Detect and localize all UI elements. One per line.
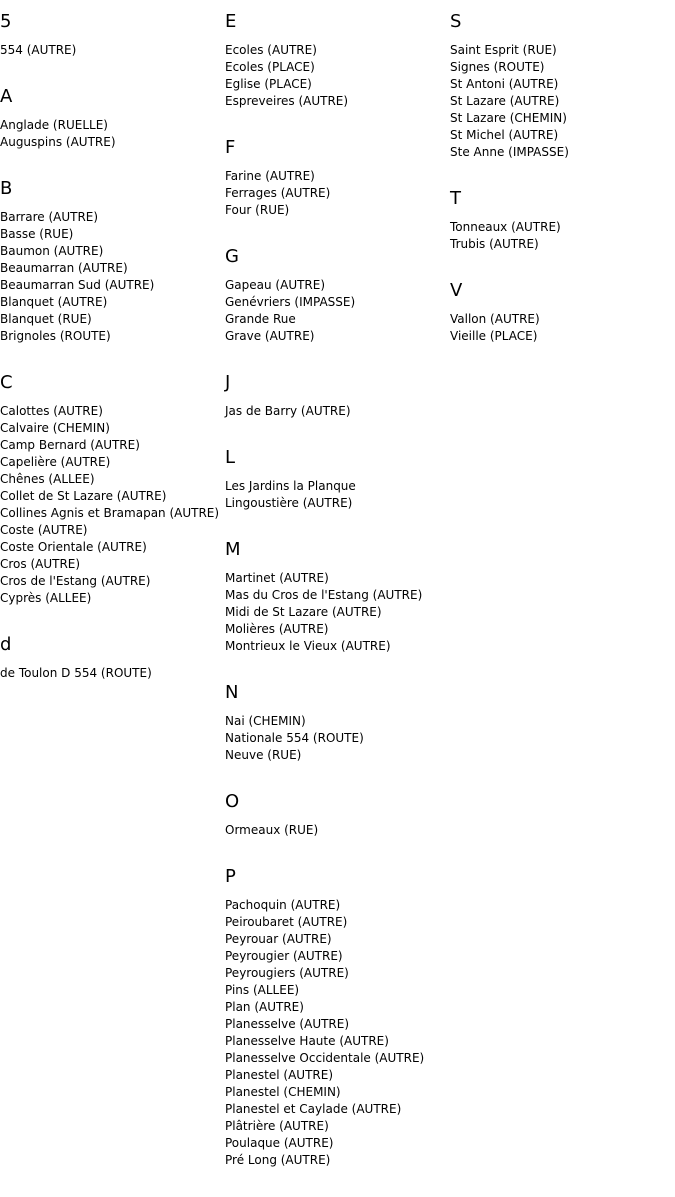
letter-group xyxy=(0,635,222,682)
letter-group xyxy=(450,189,672,253)
letter-group xyxy=(225,373,447,420)
street-list xyxy=(225,478,447,512)
street-link[interactable]: 554 (AUTRE) xyxy=(0,43,77,57)
street-link[interactable]: St Lazare (AUTRE) xyxy=(450,94,560,108)
street-link[interactable]: Collines Agnis et Bramapan (AUTRE) xyxy=(0,506,220,520)
street-link[interactable]: Auguspins (AUTRE) xyxy=(0,135,116,149)
letter-heading: E xyxy=(225,11,237,32)
letter-heading: L xyxy=(225,447,236,468)
letter-heading: P xyxy=(225,866,236,887)
letter-heading: F xyxy=(225,137,236,158)
letter-group xyxy=(225,867,447,1169)
letter-group xyxy=(0,12,222,59)
street-list xyxy=(450,42,672,161)
street-link[interactable]: Trubis (AUTRE) xyxy=(450,237,539,251)
street-link[interactable]: Peiroubaret (AUTRE) xyxy=(225,915,348,929)
letter-group xyxy=(225,247,447,345)
street-link[interactable]: Collet de St Lazare (AUTRE) xyxy=(0,489,167,503)
street-link[interactable]: de Toulon D 554 (ROUTE) xyxy=(0,666,152,680)
letter-heading: G xyxy=(225,246,239,267)
street-link[interactable]: Espreveires (AUTRE) xyxy=(225,94,349,108)
street-link[interactable]: Molières (AUTRE) xyxy=(225,622,329,636)
street-link[interactable]: St Antoni (AUTRE) xyxy=(450,77,559,91)
street-link[interactable]: Cros de l'Estang (AUTRE) xyxy=(0,574,151,588)
street-link[interactable]: Vallon (AUTRE) xyxy=(450,312,540,326)
street-list xyxy=(225,277,447,345)
street-link[interactable]: Brignoles (ROUTE) xyxy=(0,329,111,343)
letter-heading: S xyxy=(450,11,462,32)
street-link[interactable]: Beaumarran Sud (AUTRE) xyxy=(0,278,155,292)
street-link[interactable]: Vieille (PLACE) xyxy=(450,329,538,343)
street-link[interactable]: Barrare (AUTRE) xyxy=(0,210,99,224)
street-link[interactable]: Midi de St Lazare (AUTRE) xyxy=(225,605,382,619)
letter-group xyxy=(225,12,447,110)
street-link[interactable]: Chênes (ALLEE) xyxy=(0,472,95,486)
street-list xyxy=(0,403,222,607)
letter-heading: N xyxy=(225,682,239,703)
street-link[interactable]: Baumon (AUTRE) xyxy=(0,244,104,258)
letter-heading: O xyxy=(225,791,240,812)
street-index-column-3 xyxy=(450,0,672,373)
street-link[interactable]: Coste Orientale (AUTRE) xyxy=(0,540,147,554)
street-link[interactable]: Les Jardins la Planque xyxy=(225,479,356,493)
street-list xyxy=(225,822,447,839)
letter-group xyxy=(225,448,447,512)
street-link[interactable]: Neuve (RUE) xyxy=(225,748,302,762)
street-link[interactable]: Grande Rue xyxy=(225,312,296,326)
street-link[interactable]: Peyrouar (AUTRE) xyxy=(225,932,332,946)
street-link[interactable]: Planesselve Occidentale (AUTRE) xyxy=(225,1051,425,1065)
street-link[interactable]: Montrieux le Vieux (AUTRE) xyxy=(225,639,391,653)
street-index-column-1 xyxy=(0,0,222,710)
street-link[interactable]: Peyrougier (AUTRE) xyxy=(225,949,343,963)
letter-group xyxy=(225,540,447,655)
street-link[interactable]: Signes (ROUTE) xyxy=(450,60,545,74)
street-link[interactable]: Camp Bernard (AUTRE) xyxy=(0,438,140,452)
letter-heading: C xyxy=(0,372,13,393)
street-link[interactable]: Blanquet (RUE) xyxy=(0,312,92,326)
street-list xyxy=(0,117,222,151)
street-link[interactable]: Peyrougiers (AUTRE) xyxy=(225,966,349,980)
street-link[interactable]: Ecoles (PLACE) xyxy=(225,60,315,74)
street-link[interactable]: Lingoustière (AUTRE) xyxy=(225,496,353,510)
street-link[interactable]: Plâtrière (AUTRE) xyxy=(225,1119,329,1133)
street-list xyxy=(225,713,447,764)
letter-group xyxy=(0,373,222,607)
street-link[interactable]: Planestel et Caylade (AUTRE) xyxy=(225,1102,402,1116)
letter-heading: V xyxy=(450,280,463,301)
street-link[interactable]: Ferrages (AUTRE) xyxy=(225,186,331,200)
letter-heading: T xyxy=(450,188,461,209)
street-link[interactable]: Farine (AUTRE) xyxy=(225,169,315,183)
street-link[interactable]: Calottes (AUTRE) xyxy=(0,404,103,418)
street-link[interactable]: Plan (AUTRE) xyxy=(225,1000,304,1014)
street-link[interactable]: Ecoles (AUTRE) xyxy=(225,43,317,57)
letter-heading: J xyxy=(225,372,231,393)
street-link[interactable]: Poulaque (AUTRE) xyxy=(225,1136,334,1150)
street-list xyxy=(225,403,447,420)
street-list xyxy=(225,897,447,1169)
street-list xyxy=(225,42,447,110)
letter-heading: d xyxy=(0,634,12,655)
street-link[interactable]: St Michel (AUTRE) xyxy=(450,128,559,142)
street-link[interactable]: Planestel (AUTRE) xyxy=(225,1068,334,1082)
street-link[interactable]: Gapeau (AUTRE) xyxy=(225,278,326,292)
street-link[interactable]: Ste Anne (IMPASSE) xyxy=(450,145,569,159)
street-list xyxy=(450,311,672,345)
street-link[interactable]: Genévriers (IMPASSE) xyxy=(225,295,356,309)
letter-heading: 5 xyxy=(0,11,12,32)
street-link[interactable]: Blanquet (AUTRE) xyxy=(0,295,108,309)
street-link[interactable]: Planesselve (AUTRE) xyxy=(225,1017,350,1031)
street-link[interactable]: Saint Esprit (RUE) xyxy=(450,43,557,57)
street-link[interactable]: Jas de Barry (AUTRE) xyxy=(225,404,351,418)
street-list xyxy=(225,570,447,655)
street-link[interactable]: Planesselve Haute (AUTRE) xyxy=(225,1034,389,1048)
street-link[interactable]: Planestel (CHEMIN) xyxy=(225,1085,341,1099)
street-link[interactable]: Pré Long (AUTRE) xyxy=(225,1153,331,1167)
letter-group xyxy=(225,792,447,839)
street-link[interactable]: Cyprès (ALLEE) xyxy=(0,591,92,605)
street-link[interactable]: St Lazare (CHEMIN) xyxy=(450,111,567,125)
street-link[interactable]: Cros (AUTRE) xyxy=(0,557,81,571)
letter-group xyxy=(450,12,672,161)
letter-group xyxy=(0,179,222,345)
street-list xyxy=(225,168,447,219)
letter-group xyxy=(450,281,672,345)
street-link[interactable]: Tonneaux (AUTRE) xyxy=(450,220,561,234)
street-list xyxy=(0,665,222,682)
street-link[interactable]: Beaumarran (AUTRE) xyxy=(0,261,128,275)
street-link[interactable]: Coste (AUTRE) xyxy=(0,523,88,537)
street-link[interactable]: Basse (RUE) xyxy=(0,227,74,241)
street-link[interactable]: Pins (ALLEE) xyxy=(225,983,300,997)
letter-group xyxy=(225,138,447,219)
street-list xyxy=(0,209,222,345)
street-link[interactable]: Ormeaux (RUE) xyxy=(225,823,319,837)
street-link[interactable]: Four (RUE) xyxy=(225,203,290,217)
street-list xyxy=(450,219,672,253)
street-link[interactable]: Grave (AUTRE) xyxy=(225,329,315,343)
street-list xyxy=(0,42,222,59)
street-link[interactable]: Nationale 554 (ROUTE) xyxy=(225,731,364,745)
street-link[interactable]: Nai (CHEMIN) xyxy=(225,714,306,728)
street-link[interactable]: Martinet (AUTRE) xyxy=(225,571,329,585)
street-link[interactable]: Capelière (AUTRE) xyxy=(0,455,111,469)
street-link[interactable]: Calvaire (CHEMIN) xyxy=(0,421,110,435)
street-link[interactable]: Anglade (RUELLE) xyxy=(0,118,108,132)
street-link[interactable]: Pachoquin (AUTRE) xyxy=(225,898,341,912)
letter-group xyxy=(225,683,447,764)
street-link[interactable]: Mas du Cros de l'Estang (AUTRE) xyxy=(225,588,423,602)
letter-heading: M xyxy=(225,539,241,560)
letter-heading: A xyxy=(0,86,13,107)
street-index-column-2 xyxy=(225,0,447,1197)
letter-heading: B xyxy=(0,178,13,199)
street-link[interactable]: Eglise (PLACE) xyxy=(225,77,312,91)
letter-group xyxy=(0,87,222,151)
